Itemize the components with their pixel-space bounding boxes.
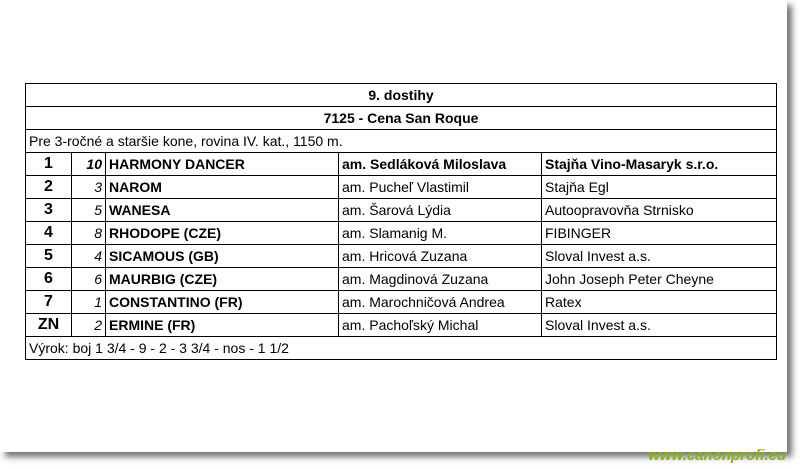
number-cell: 5 bbox=[72, 199, 106, 222]
number-cell: 8 bbox=[72, 222, 106, 245]
race-conditions-row bbox=[26, 130, 777, 153]
number-cell: 3 bbox=[72, 176, 106, 199]
owner-cell: Sloval Invest a.s. bbox=[542, 314, 777, 337]
place-cell: 5 bbox=[26, 245, 72, 268]
jockey-cell: am. Sedláková Miloslava bbox=[339, 153, 542, 176]
race-heading-row bbox=[26, 84, 777, 107]
horse-cell: SICAMOUS (GB) bbox=[106, 245, 339, 268]
place-cell: 1 bbox=[26, 153, 72, 176]
race-name-row bbox=[26, 107, 777, 130]
watermark: www.canonprofi.eu bbox=[648, 447, 786, 464]
owner-cell: Autoopravovňa Strnisko bbox=[542, 199, 777, 222]
race-conditions: Pre 3-ročné a staršie kone, rovina IV. kat., 1150 m. bbox=[26, 130, 777, 153]
jockey-cell: am. Pucheľ Vlastimil bbox=[339, 176, 542, 199]
place-cell: 7 bbox=[26, 291, 72, 314]
number-cell: 10 bbox=[72, 153, 106, 176]
jockey-cell: am. Šarová Lýdia bbox=[339, 199, 542, 222]
race-heading: 9. dostihy bbox=[26, 84, 777, 107]
table-row bbox=[26, 314, 777, 337]
table-row bbox=[26, 291, 777, 314]
results-table bbox=[25, 83, 777, 360]
owner-cell: FIBINGER bbox=[542, 222, 777, 245]
owner-cell: Sloval Invest a.s. bbox=[542, 245, 777, 268]
horse-cell: CONSTANTINO (FR) bbox=[106, 291, 339, 314]
owner-cell: John Joseph Peter Cheyne bbox=[542, 268, 777, 291]
horse-cell: RHODOPE (CZE) bbox=[106, 222, 339, 245]
jockey-cell: am. Pachoľský Michal bbox=[339, 314, 542, 337]
race-name: 7125 - Cena San Roque bbox=[26, 107, 777, 130]
owner-cell: Stajňa Vino-Masaryk s.r.o. bbox=[542, 153, 777, 176]
table-row bbox=[26, 153, 777, 176]
place-cell: 4 bbox=[26, 222, 72, 245]
horse-cell: HARMONY DANCER bbox=[106, 153, 339, 176]
table-row bbox=[26, 222, 777, 245]
place-cell: 3 bbox=[26, 199, 72, 222]
horse-cell: NAROM bbox=[106, 176, 339, 199]
jockey-cell: am. Slamanig M. bbox=[339, 222, 542, 245]
horse-cell: ERMINE (FR) bbox=[106, 314, 339, 337]
jockey-cell: am. Marochničová Andrea bbox=[339, 291, 542, 314]
owner-cell: Ratex bbox=[542, 291, 777, 314]
jockey-cell: am. Hricová Zuzana bbox=[339, 245, 542, 268]
horse-cell: WANESA bbox=[106, 199, 339, 222]
table-row bbox=[26, 268, 777, 291]
table-row bbox=[26, 176, 777, 199]
winning-margins: Výrok: boj 1 3/4 - 9 - 2 - 3 3/4 - nos - 1 1/2 bbox=[26, 337, 777, 360]
jockey-cell: am. Magdinová Zuzana bbox=[339, 268, 542, 291]
place-cell: ZN bbox=[26, 314, 72, 337]
number-cell: 1 bbox=[72, 291, 106, 314]
place-cell: 2 bbox=[26, 176, 72, 199]
horse-cell: MAURBIG (CZE) bbox=[106, 268, 339, 291]
number-cell: 2 bbox=[72, 314, 106, 337]
number-cell: 4 bbox=[72, 245, 106, 268]
table-row bbox=[26, 245, 777, 268]
number-cell: 6 bbox=[72, 268, 106, 291]
margins-row bbox=[26, 337, 777, 360]
place-cell: 6 bbox=[26, 268, 72, 291]
table-row bbox=[26, 199, 777, 222]
owner-cell: Stajňa Egl bbox=[542, 176, 777, 199]
